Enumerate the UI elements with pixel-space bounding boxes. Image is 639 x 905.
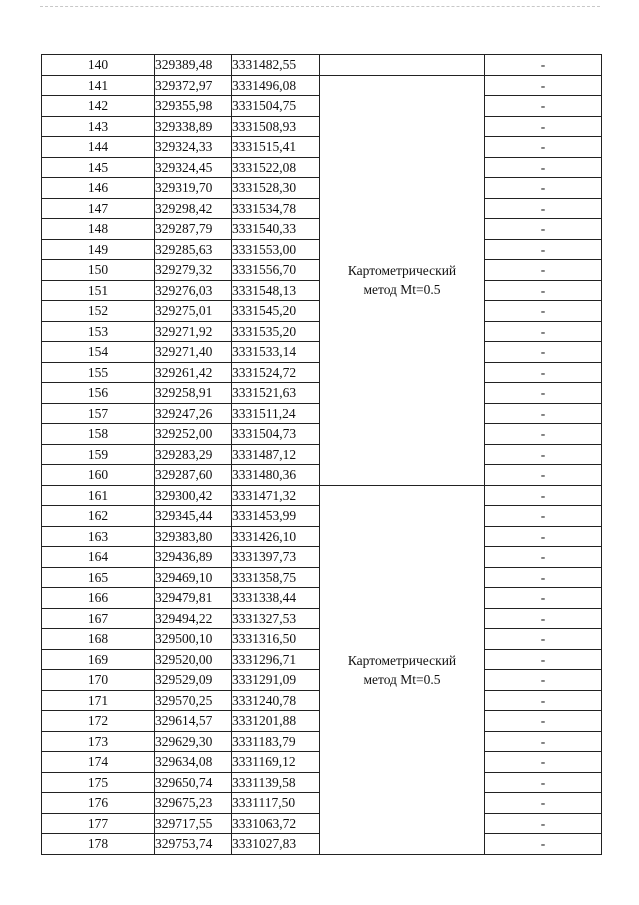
x-coordinate-cell: 329383,80 — [155, 526, 232, 547]
point-number-cell: 153 — [42, 321, 155, 342]
point-number-cell: 147 — [42, 198, 155, 219]
method-name-line: Картометрический — [347, 652, 457, 668]
x-coordinate-cell: 329614,57 — [155, 711, 232, 732]
y-coordinate-cell: 3331201,88 — [232, 711, 320, 732]
note-cell: - — [485, 813, 602, 834]
table-row — [42, 75, 602, 96]
x-coordinate-cell: 329275,01 — [155, 301, 232, 322]
point-number-cell: 178 — [42, 834, 155, 855]
y-coordinate-cell: 3331117,50 — [232, 793, 320, 814]
note-cell: - — [485, 239, 602, 260]
note-cell: - — [485, 485, 602, 506]
method-cell — [320, 75, 485, 485]
y-coordinate-cell: 3331426,10 — [232, 526, 320, 547]
y-coordinate-cell: 3331397,73 — [232, 547, 320, 568]
note-cell: - — [485, 444, 602, 465]
point-number-cell: 157 — [42, 403, 155, 424]
x-coordinate-cell: 329247,26 — [155, 403, 232, 424]
point-number-cell: 172 — [42, 711, 155, 732]
point-number-cell: 154 — [42, 342, 155, 363]
point-number-cell: 146 — [42, 178, 155, 199]
x-coordinate-cell: 329345,44 — [155, 506, 232, 527]
y-coordinate-cell: 3331515,41 — [232, 137, 320, 158]
point-number-cell: 171 — [42, 690, 155, 711]
point-number-cell: 140 — [42, 55, 155, 76]
note-cell: - — [485, 465, 602, 486]
x-coordinate-cell: 329338,89 — [155, 116, 232, 137]
note-cell: - — [485, 547, 602, 568]
x-coordinate-cell: 329355,98 — [155, 96, 232, 117]
x-coordinate-cell: 329300,42 — [155, 485, 232, 506]
x-coordinate-cell: 329717,55 — [155, 813, 232, 834]
x-coordinate-cell: 329324,33 — [155, 137, 232, 158]
x-coordinate-cell: 329279,32 — [155, 260, 232, 281]
point-number-cell: 148 — [42, 219, 155, 240]
method-name-line: Картометрический — [347, 263, 457, 278]
note-cell: - — [485, 649, 602, 670]
x-coordinate-cell: 329324,45 — [155, 157, 232, 178]
y-coordinate-cell: 3331533,14 — [232, 342, 320, 363]
note-cell: - — [485, 178, 602, 199]
method-cell-empty — [320, 55, 485, 76]
note-cell: - — [485, 157, 602, 178]
y-coordinate-cell: 3331296,71 — [232, 649, 320, 670]
x-coordinate-cell: 329258,91 — [155, 383, 232, 404]
note-cell: - — [485, 772, 602, 793]
x-coordinate-cell: 329753,74 — [155, 834, 232, 855]
y-coordinate-cell: 3331139,58 — [232, 772, 320, 793]
x-coordinate-cell: 329261,42 — [155, 362, 232, 383]
point-number-cell: 175 — [42, 772, 155, 793]
coordinates-table — [41, 54, 602, 855]
note-cell: - — [485, 608, 602, 629]
x-coordinate-cell: 329287,60 — [155, 465, 232, 486]
point-number-cell: 151 — [42, 280, 155, 301]
point-number-cell: 143 — [42, 116, 155, 137]
method-accuracy-line: метод Mt=0.5 — [363, 282, 441, 297]
point-number-cell: 144 — [42, 137, 155, 158]
y-coordinate-cell: 3331316,50 — [232, 629, 320, 650]
note-cell: - — [485, 260, 602, 281]
coordinates-table-body — [42, 55, 602, 855]
y-coordinate-cell: 3331169,12 — [232, 752, 320, 773]
y-coordinate-cell: 3331535,20 — [232, 321, 320, 342]
point-number-cell: 150 — [42, 260, 155, 281]
note-cell: - — [485, 567, 602, 588]
note-cell: - — [485, 424, 602, 445]
note-cell: - — [485, 55, 602, 76]
table-row — [42, 55, 602, 76]
y-coordinate-cell: 3331504,73 — [232, 424, 320, 445]
x-coordinate-cell: 329570,25 — [155, 690, 232, 711]
y-coordinate-cell: 3331524,72 — [232, 362, 320, 383]
y-coordinate-cell: 3331240,78 — [232, 690, 320, 711]
note-cell: - — [485, 506, 602, 527]
point-number-cell: 155 — [42, 362, 155, 383]
x-coordinate-cell: 329520,00 — [155, 649, 232, 670]
point-number-cell: 158 — [42, 424, 155, 445]
note-cell: - — [485, 526, 602, 547]
y-coordinate-cell: 3331556,70 — [232, 260, 320, 281]
y-coordinate-cell: 3331338,44 — [232, 588, 320, 609]
note-cell: - — [485, 731, 602, 752]
note-cell: - — [485, 280, 602, 301]
point-number-cell: 165 — [42, 567, 155, 588]
x-coordinate-cell: 329287,79 — [155, 219, 232, 240]
y-coordinate-cell: 3331534,78 — [232, 198, 320, 219]
note-cell: - — [485, 362, 602, 383]
x-coordinate-cell: 329469,10 — [155, 567, 232, 588]
note-cell: - — [485, 711, 602, 732]
y-coordinate-cell: 3331553,00 — [232, 239, 320, 260]
y-coordinate-cell: 3331480,36 — [232, 465, 320, 486]
note-cell: - — [485, 219, 602, 240]
note-cell: - — [485, 793, 602, 814]
y-coordinate-cell: 3331508,93 — [232, 116, 320, 137]
note-cell: - — [485, 75, 602, 96]
point-number-cell: 161 — [42, 485, 155, 506]
point-number-cell: 173 — [42, 731, 155, 752]
note-cell: - — [485, 752, 602, 773]
note-cell: - — [485, 116, 602, 137]
x-coordinate-cell: 329479,81 — [155, 588, 232, 609]
note-cell: - — [485, 198, 602, 219]
y-coordinate-cell: 3331504,75 — [232, 96, 320, 117]
point-number-cell: 159 — [42, 444, 155, 465]
point-number-cell: 156 — [42, 383, 155, 404]
note-cell: - — [485, 321, 602, 342]
note-cell: - — [485, 301, 602, 322]
note-cell: - — [485, 137, 602, 158]
point-number-cell: 169 — [42, 649, 155, 670]
note-cell: - — [485, 96, 602, 117]
point-number-cell: 167 — [42, 608, 155, 629]
point-number-cell: 149 — [42, 239, 155, 260]
point-number-cell: 162 — [42, 506, 155, 527]
x-coordinate-cell: 329271,40 — [155, 342, 232, 363]
point-number-cell: 176 — [42, 793, 155, 814]
y-coordinate-cell: 3331183,79 — [232, 731, 320, 752]
x-coordinate-cell: 329634,08 — [155, 752, 232, 773]
y-coordinate-cell: 3331487,12 — [232, 444, 320, 465]
point-number-cell: 168 — [42, 629, 155, 650]
x-coordinate-cell: 329494,22 — [155, 608, 232, 629]
note-cell: - — [485, 383, 602, 404]
y-coordinate-cell: 3331496,08 — [232, 75, 320, 96]
method-cell — [320, 485, 485, 854]
note-cell: - — [485, 403, 602, 424]
y-coordinate-cell: 3331482,55 — [232, 55, 320, 76]
y-coordinate-cell: 3331545,20 — [232, 301, 320, 322]
point-number-cell: 145 — [42, 157, 155, 178]
y-coordinate-cell: 3331291,09 — [232, 670, 320, 691]
x-coordinate-cell: 329629,30 — [155, 731, 232, 752]
x-coordinate-cell: 329436,89 — [155, 547, 232, 568]
x-coordinate-cell: 329319,70 — [155, 178, 232, 199]
x-coordinate-cell: 329389,48 — [155, 55, 232, 76]
y-coordinate-cell: 3331453,99 — [232, 506, 320, 527]
point-number-cell: 166 — [42, 588, 155, 609]
y-coordinate-cell: 3331548,13 — [232, 280, 320, 301]
x-coordinate-cell: 329252,00 — [155, 424, 232, 445]
y-coordinate-cell: 3331327,53 — [232, 608, 320, 629]
x-coordinate-cell: 329283,29 — [155, 444, 232, 465]
y-coordinate-cell: 3331511,24 — [232, 403, 320, 424]
point-number-cell: 160 — [42, 465, 155, 486]
note-cell: - — [485, 690, 602, 711]
note-cell: - — [485, 629, 602, 650]
point-number-cell: 141 — [42, 75, 155, 96]
point-number-cell: 163 — [42, 526, 155, 547]
x-coordinate-cell: 329285,63 — [155, 239, 232, 260]
y-coordinate-cell: 3331027,83 — [232, 834, 320, 855]
y-coordinate-cell: 3331528,30 — [232, 178, 320, 199]
x-coordinate-cell: 329298,42 — [155, 198, 232, 219]
point-number-cell: 164 — [42, 547, 155, 568]
x-coordinate-cell: 329650,74 — [155, 772, 232, 793]
y-coordinate-cell: 3331521,63 — [232, 383, 320, 404]
top-rule — [40, 6, 600, 7]
y-coordinate-cell: 3331540,33 — [232, 219, 320, 240]
method-accuracy-line: метод Mt=0.5 — [363, 671, 441, 687]
note-cell: - — [485, 342, 602, 363]
point-number-cell: 152 — [42, 301, 155, 322]
note-cell: - — [485, 588, 602, 609]
point-number-cell: 174 — [42, 752, 155, 773]
x-coordinate-cell: 329372,97 — [155, 75, 232, 96]
point-number-cell: 142 — [42, 96, 155, 117]
y-coordinate-cell: 3331471,32 — [232, 485, 320, 506]
x-coordinate-cell: 329276,03 — [155, 280, 232, 301]
y-coordinate-cell: 3331358,75 — [232, 567, 320, 588]
table-row — [42, 485, 602, 506]
point-number-cell: 170 — [42, 670, 155, 691]
x-coordinate-cell: 329675,23 — [155, 793, 232, 814]
note-cell: - — [485, 834, 602, 855]
x-coordinate-cell: 329529,09 — [155, 670, 232, 691]
y-coordinate-cell: 3331063,72 — [232, 813, 320, 834]
note-cell: - — [485, 670, 602, 691]
point-number-cell: 177 — [42, 813, 155, 834]
x-coordinate-cell: 329500,10 — [155, 629, 232, 650]
x-coordinate-cell: 329271,92 — [155, 321, 232, 342]
y-coordinate-cell: 3331522,08 — [232, 157, 320, 178]
